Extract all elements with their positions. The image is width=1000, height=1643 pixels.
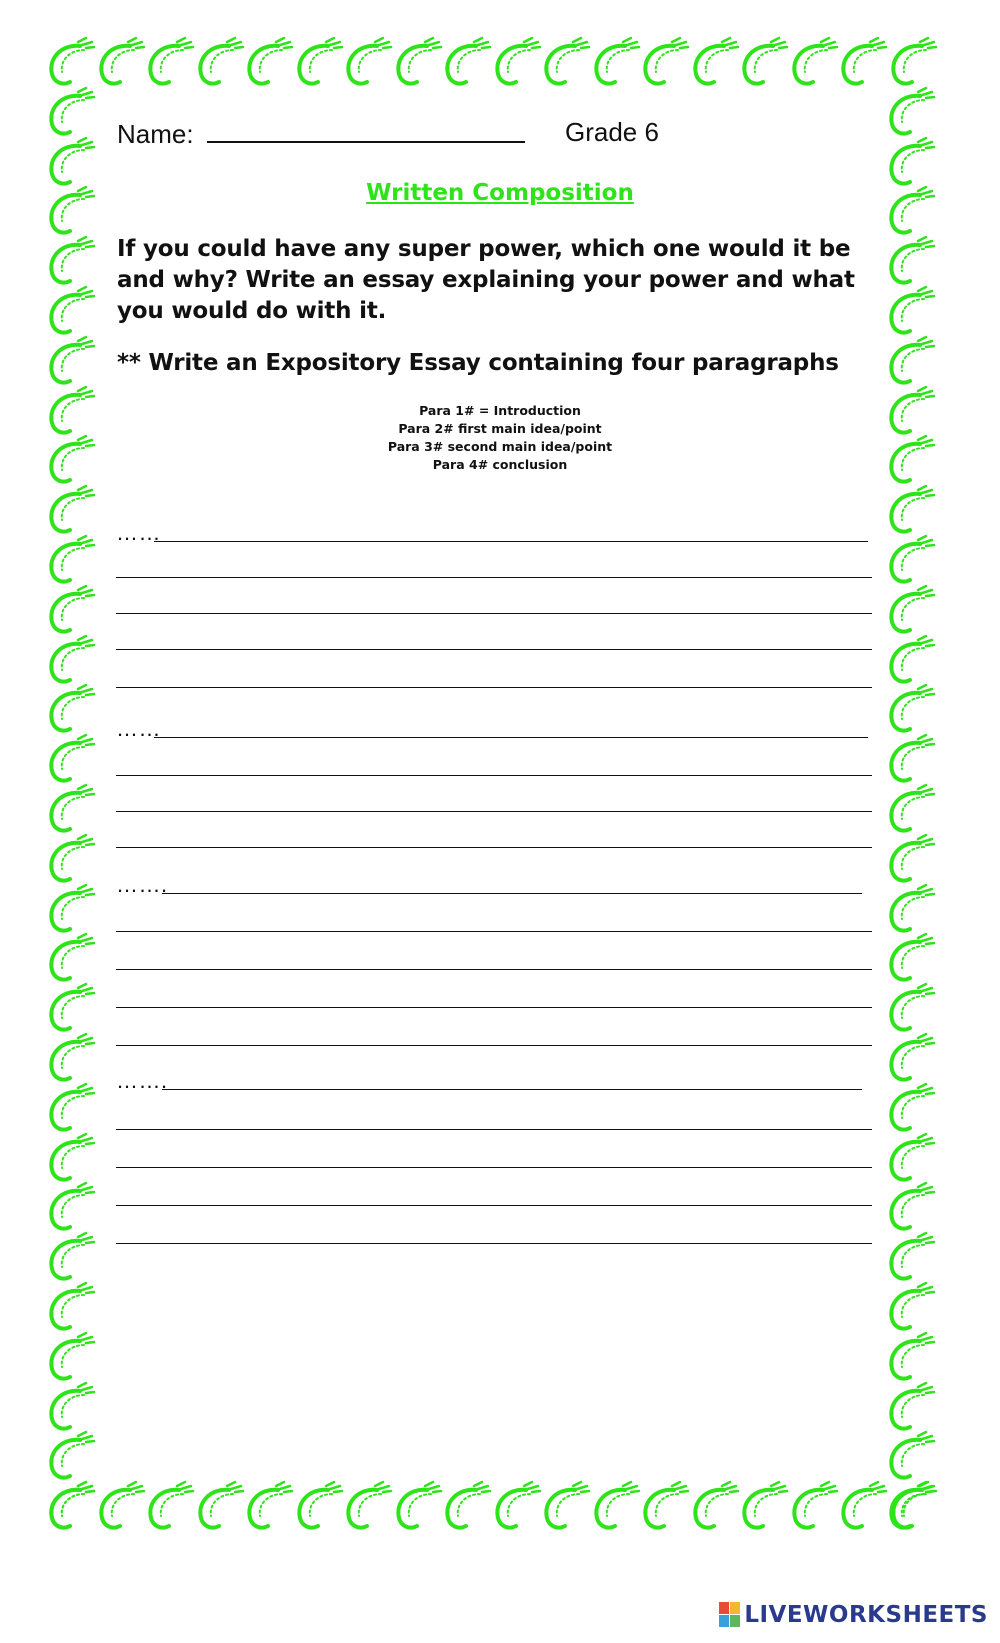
writing-line[interactable] [116,910,872,932]
writing-line[interactable] [116,666,872,688]
liveworksheets-logo [719,1599,988,1631]
writing-line[interactable] [116,826,872,848]
paragraph-indent-dots: …… [116,520,161,545]
paragraph-indent-dots: ……. [116,872,168,897]
line-rule [116,1007,872,1008]
writing-line[interactable] [116,986,872,1008]
line-rule [116,1243,872,1244]
liveworksheets-logo-icon [719,1602,741,1628]
writing-line[interactable] [116,1108,872,1130]
worksheet-title: Written Composition [366,180,634,206]
line-rule [116,1129,872,1130]
paragraph-guide-item: Para 2# first main idea/point [398,421,602,436]
line-rule [116,687,872,688]
writing-line[interactable] [116,790,872,812]
line-rule [116,811,872,812]
line-rule [116,649,872,650]
paragraph-start-line[interactable] [116,520,872,545]
writing-line[interactable] [116,556,872,578]
name-label: Name: [117,119,194,149]
writing-line[interactable] [116,628,872,650]
line-rule [116,577,872,578]
paragraph-start-line[interactable] [116,1068,872,1093]
line-rule [162,893,862,894]
paragraph-indent-dots: ……. [116,1068,168,1093]
writing-line[interactable] [116,1146,872,1168]
name-blank-line[interactable] [207,117,525,143]
writing-line[interactable] [116,592,872,614]
paragraph-start-line[interactable] [116,716,872,741]
liveworksheets-wordmark: LIVEWORKSHEETS [744,1602,988,1628]
writing-line[interactable] [116,1024,872,1046]
writing-line[interactable] [116,948,872,970]
essay-instruction: ** Write an Expository Essay containing four paragraphs [117,350,839,376]
line-rule [116,613,872,614]
grade-label: Grade 6 [565,117,659,147]
writing-line[interactable] [116,1184,872,1206]
paragraph-guide-item: Para 4# conclusion [432,457,568,472]
paragraph-indent-dots: …… [116,716,161,741]
paragraph-start-line[interactable] [116,872,872,897]
line-rule [116,775,872,776]
line-rule [116,847,872,848]
name-field [117,117,525,150]
line-rule [154,737,868,738]
line-rule [116,1045,872,1046]
line-rule [116,931,872,932]
line-rule [116,1205,872,1206]
writing-line[interactable] [116,1222,872,1244]
paragraph-guide-item: Para 1# = Introduction [419,403,581,418]
line-rule [162,1089,862,1090]
line-rule [116,969,872,970]
paragraph-guide-item: Para 3# second main idea/point [387,439,613,454]
writing-line[interactable] [116,754,872,776]
line-rule [154,541,868,542]
line-rule [116,1167,872,1168]
essay-prompt: If you could have any super power, which one would it be and why? Write an essay explaining your power and what you would do with it. [117,236,855,324]
paragraph-guide [0,402,1000,474]
